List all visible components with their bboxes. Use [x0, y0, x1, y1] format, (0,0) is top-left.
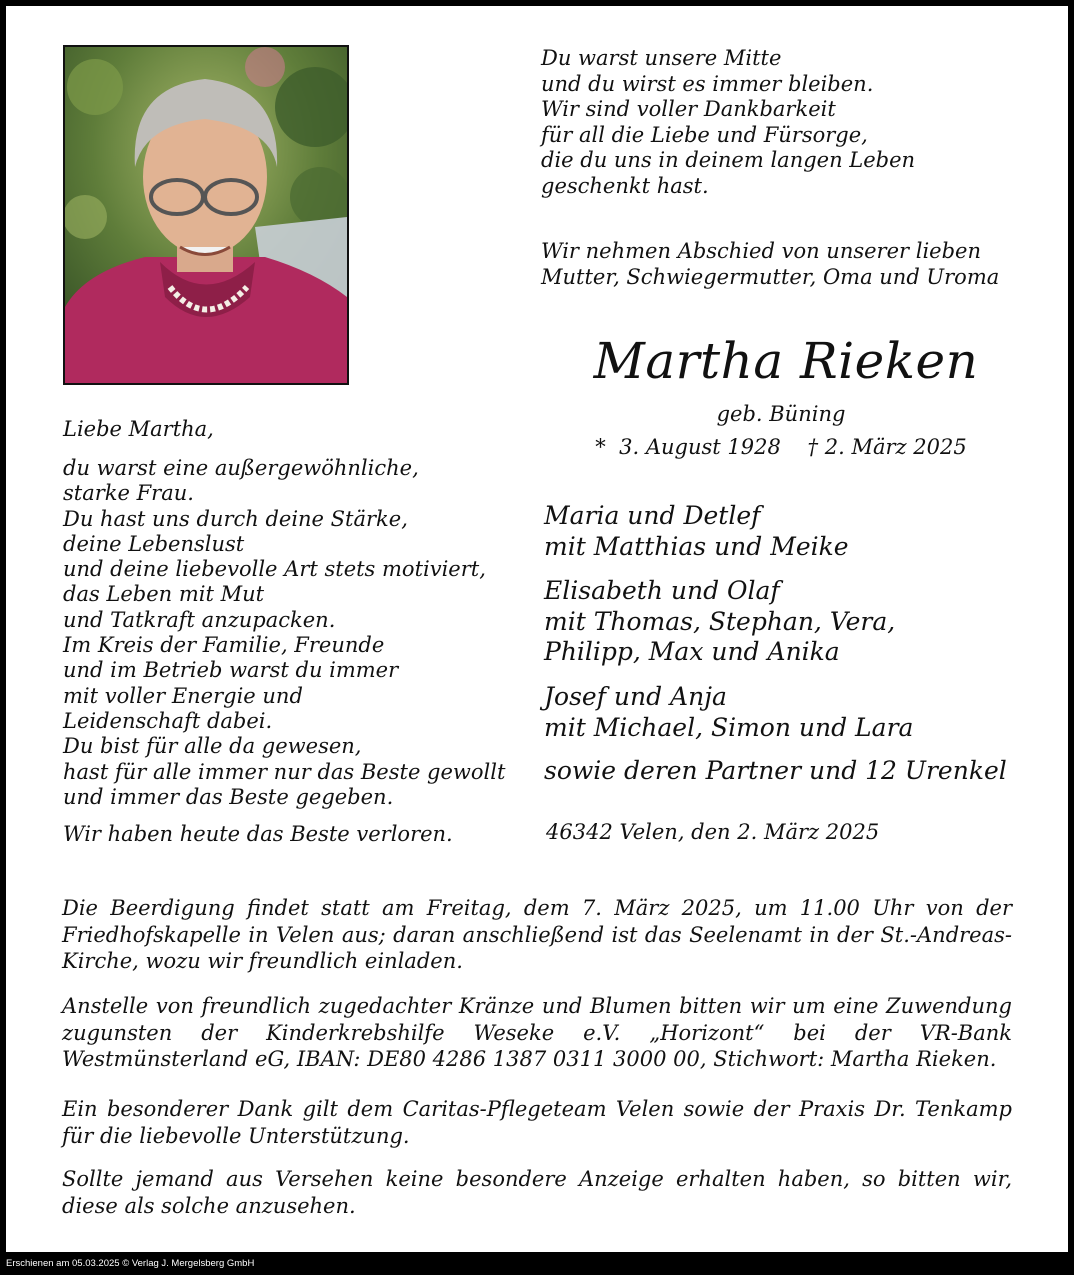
family-line: Josef und Anja: [544, 682, 727, 711]
family-closing: sowie deren Partner und 12 Urenkel: [544, 756, 1007, 785]
farewell-intro: [541, 238, 999, 290]
family-line: Maria und Detlef: [544, 501, 761, 530]
letter-line: mit voller Energie und: [63, 683, 303, 708]
letter-line: und Tatkraft anzupacken.: [63, 607, 336, 632]
apology-notice: Sollte jemand aus Versehen keine besondere Anzeige erhalten haben, so bitten wir, diese als solche anzusehen.: [62, 1167, 1012, 1218]
letter-greeting: Liebe Martha,: [63, 417, 214, 441]
family-line: mit Matthias und Meike: [544, 531, 849, 561]
letter-line: Im Kreis der Familie, Freunde: [63, 633, 385, 658]
life-dates: * 3. August 1928 † 2. März 2025: [595, 435, 967, 459]
family-group: [544, 682, 913, 743]
letter-line: Du bist für alle da gewesen,: [63, 734, 362, 759]
poem-line: für all die Liebe und Fürsorge,: [541, 122, 868, 147]
letter-body: [63, 456, 505, 810]
letter-closing: Wir haben heute das Beste verloren.: [63, 822, 453, 846]
poem-line: Du warst unsere Mitte: [541, 46, 782, 70]
portrait-image: [65, 47, 347, 383]
family-group: [544, 501, 849, 562]
publication-footer: Erschienen am 05.03.2025 © Verlag J. Mergelsberg GmbH: [6, 1258, 255, 1269]
letter-line: hast für alle immer nur das Beste gewollt: [63, 759, 506, 784]
letter-line: deine Lebenslust: [63, 531, 245, 556]
intro-line: Wir nehmen Abschied von unserer lieben: [541, 239, 981, 263]
family-line: Elisabeth und Olaf: [544, 576, 780, 605]
poem-line: geschenkt hast.: [541, 173, 709, 198]
poem-line: und du wirst es immer bleiben.: [541, 71, 874, 96]
letter-line: du warst eine außergewöhnliche,: [63, 456, 419, 480]
letter-line: und deine liebevolle Art stets motiviert,: [63, 557, 486, 582]
family-line: mit Thomas, Stephan, Vera,: [544, 606, 896, 636]
intro-line: Mutter, Schwiegermutter, Oma und Uroma: [541, 265, 1000, 289]
family-line: mit Michael, Simon und Lara: [544, 712, 914, 742]
letter-line: starke Frau.: [63, 481, 194, 506]
donation-notice: Anstelle von freundlich zugedachter Kränze und Blumen bitten wir um eine Zuwendung zugunsten der Kinderkrebshilfe Weseke e.V. „Horizont“ bei der VR-Bank Westmünsterland eG, IBAN: DE80 4286 1387 0311 3000 00, Stichwort: Martha Rieken.: [62, 994, 1012, 1071]
poem-line: die du uns in deinem langen Leben: [541, 148, 916, 172]
family-line: Philipp, Max und Anika: [544, 637, 840, 666]
portrait-photo: [63, 45, 349, 385]
deceased-name: Martha Rieken: [593, 332, 979, 390]
letter-line: das Leben mit Mut: [63, 582, 265, 607]
letter-line: Leidenschaft dabei.: [63, 708, 273, 733]
funeral-notice: Die Beerdigung findet statt am Freitag, dem 7. März 2025, um 11.00 Uhr von der Friedhofskapelle in Velen aus; daran anschließend ist das Seelenamt in der St.-Andreas-Kirche, wozu wir freundlich einladen.: [62, 896, 1012, 973]
letter-line: und immer das Beste gegeben.: [63, 784, 394, 809]
letter-line: und im Betrieb warst du immer: [63, 658, 399, 683]
obituary-page: [6, 6, 1068, 1252]
birth-name: geb. Büning: [716, 402, 846, 426]
place-date: 46342 Velen, den 2. März 2025: [546, 820, 880, 844]
thanks-notice: Ein besonderer Dank gilt dem Caritas-Pflegeteam Velen sowie der Praxis Dr. Tenkamp für die liebevolle Unterstützung.: [62, 1097, 1012, 1148]
family-group: [544, 576, 895, 668]
poem: [541, 46, 915, 199]
poem-line: Wir sind voller Dankbarkeit: [541, 97, 836, 121]
letter-line: Du hast uns durch deine Stärke,: [63, 506, 408, 531]
